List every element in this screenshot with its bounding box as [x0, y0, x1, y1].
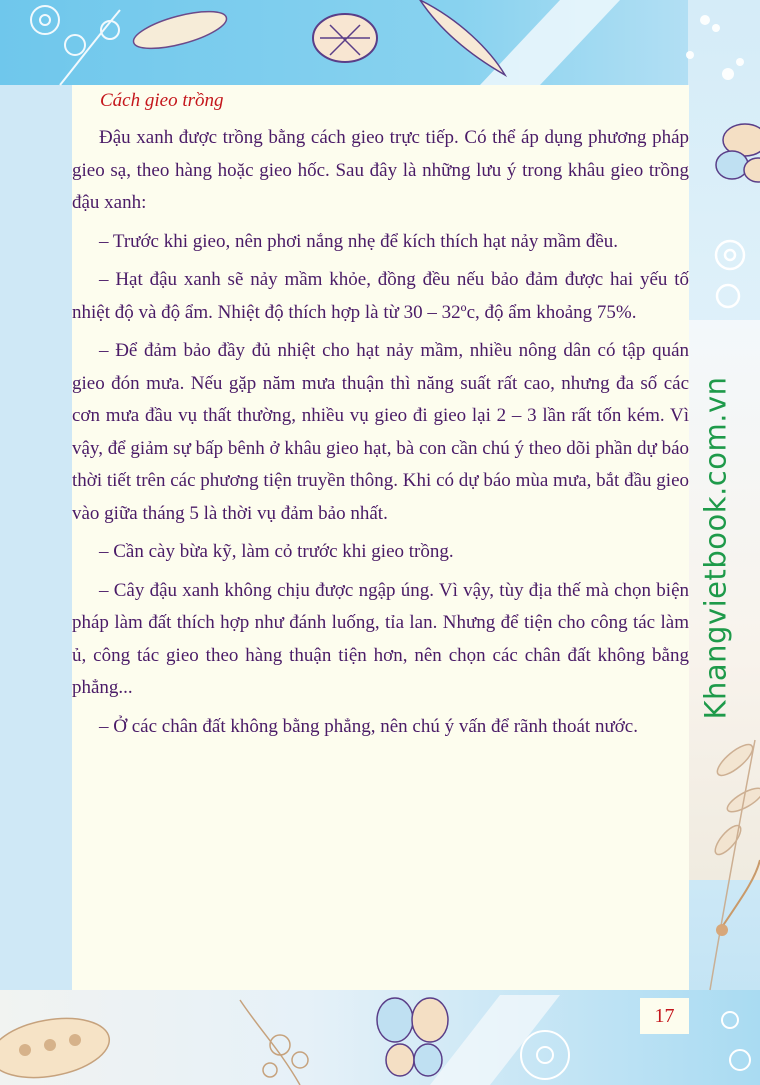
- paragraph-bullet: – Trước khi gieo, nên phơi nắng nhẹ để kích thích hạt nảy mầm đều.: [99, 230, 619, 252]
- watermark: [673, 378, 757, 718]
- branch-leaves-icon: [710, 740, 760, 990]
- paragraph-bullet: – Cây đậu xanh không chịu được ngập úng. Vì vậy, tùy địa thế mà chọn biện pháp làm đất thích hợp như đánh luống, tỉa lan. Nhưng để tiện cho công tác làm ủ, công tác gieo theo hàng thuận tiện hơn, nên chọn các chân đất không bằng phẳng...: [72, 579, 689, 698]
- bottom-right-flower-icon: [521, 1012, 750, 1079]
- paragraph-bullet: – Ở các chân đất không bằng phẳng, nên chú ý vấn để rãnh thoát nước.: [99, 715, 638, 737]
- flower-icon: [31, 6, 120, 85]
- page-number: 17: [640, 998, 689, 1034]
- bottom-pod-icon: [0, 1010, 114, 1085]
- section-content: [72, 86, 689, 749]
- section-heading: Cách gieo trồng: [100, 90, 224, 111]
- paragraph-bullet: – Hạt đậu xanh sẽ nảy mầm khỏe, đồng đều nếu bảo đảm được hai yếu tố nhiệt độ và độ ẩm. Nhiệt độ thích hợp là từ 30 – 32ºc, độ ẩm khoảng 75%.: [72, 269, 689, 323]
- butterfly-flower-icon: [716, 124, 760, 182]
- bottom-flower-icon: [240, 1000, 308, 1085]
- feather-leaf-icon: [420, 0, 505, 75]
- paragraph-bullet: – Cần cày bừa kỹ, làm cỏ trước khi gieo trồng.: [99, 541, 454, 562]
- watermark-text: Khangvietbook.com.vn: [698, 376, 732, 720]
- bottom-butterfly-icon: [377, 998, 448, 1076]
- leaf-icon: [130, 4, 230, 56]
- paragraph-bullet: – Để đảm bảo đầy đủ nhiệt cho hạt nảy mầm, nhiều nông dân có tập quán gieo đón mưa. Nếu gặp năm mưa thuận thì năng suất rất cao, nhưng đa số các cơn mưa đầu vụ thất thường, nhiều vụ gieo đi gieo lại 2 – 3 lần rất tốn kém. Vì vậy, để giảm sự bấp bênh ở khâu gieo hạt, bà con cần chú ý theo dõi phần dự báo thời tiết trên các phương tiện truyền thông. Khi có dự báo mùa mưa, bắt đầu gieo vào giữa tháng 5 là thời vụ đảm bảo nhất.: [72, 340, 689, 524]
- paragraph-intro: Đậu xanh được trồng bằng cách gieo trực tiếp. Có thể áp dụng phương pháp gieo sạ, theo hàng hoặc gieo hốc. Sau đây là những lưu ý trong khâu gieo trồng đậu xanh:: [72, 127, 689, 213]
- ring-flower-icon: [716, 241, 744, 307]
